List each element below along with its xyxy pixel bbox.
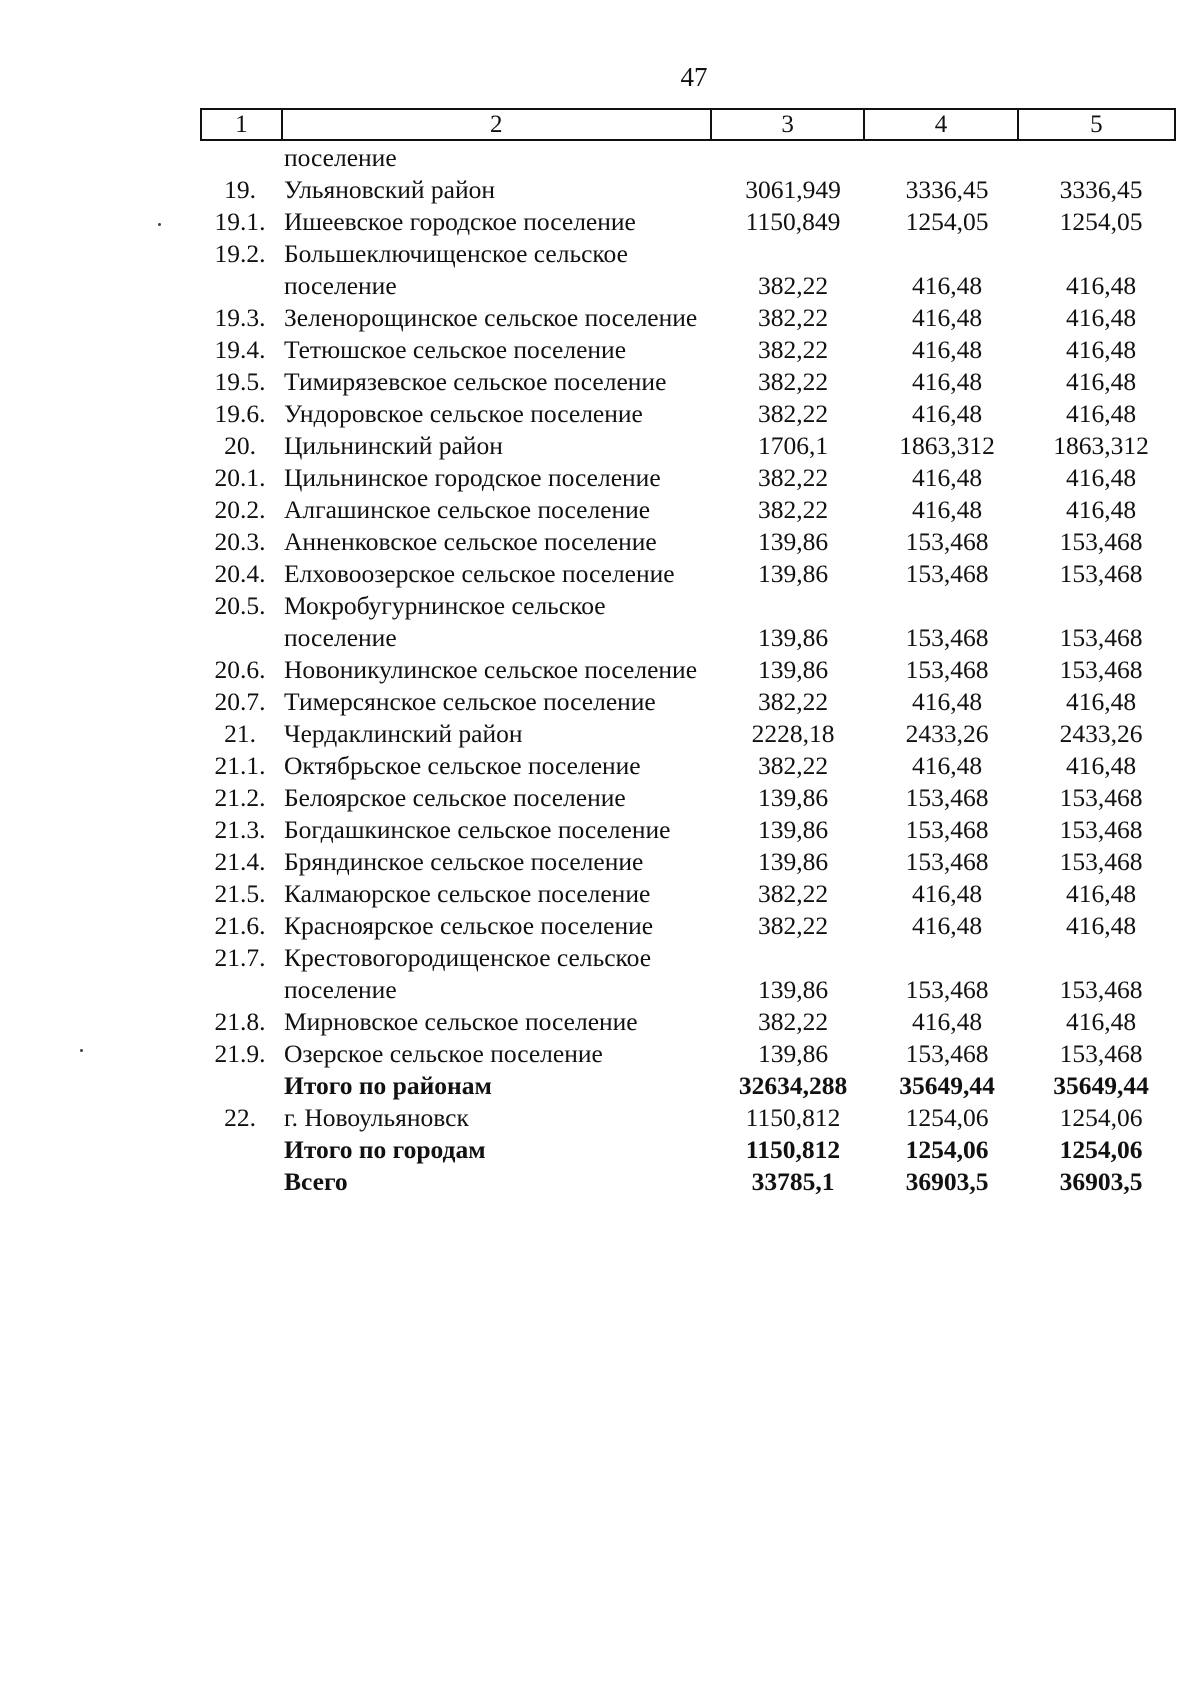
- table-row: [200, 750, 1180, 782]
- table-row: [200, 174, 1180, 206]
- row-number: 19.5.: [214, 367, 266, 396]
- value-col-5: 416,48: [1065, 751, 1137, 780]
- value-col-4: 153,468: [905, 847, 989, 876]
- table-row: [200, 910, 1180, 942]
- value-col-3: 382,22: [757, 335, 829, 364]
- table-row: [200, 334, 1180, 366]
- value-col-3: 382,22: [757, 303, 829, 332]
- value-col-5: 153,468: [1059, 847, 1143, 876]
- row-name: Тетюшское сельское поселение: [284, 335, 627, 364]
- value-col-4: 416,48: [911, 399, 983, 428]
- value-col-3: 1150,849: [745, 207, 841, 236]
- value-col-4: 416,48: [911, 1007, 983, 1036]
- value-col-3: 382,22: [757, 911, 829, 940]
- scan-speck: [80, 1049, 83, 1052]
- value-col-5: 1254,06: [1059, 1103, 1143, 1132]
- value-col-4: 416,48: [911, 303, 983, 332]
- row-number: 19.2.: [214, 239, 266, 268]
- value-col-3: 382,22: [757, 751, 829, 780]
- value-col-5: 2433,26: [1059, 719, 1143, 748]
- row-number: 20.: [224, 431, 256, 460]
- row-name: Ишеевское городское поселение: [284, 207, 636, 236]
- value-col-3: 32634,288: [738, 1071, 848, 1100]
- value-col-4: 416,48: [911, 271, 983, 300]
- value-col-3: 382,22: [757, 271, 829, 300]
- row-name: Большеключищенское сельское поселение: [284, 239, 628, 300]
- value-col-4: 416,48: [911, 495, 983, 524]
- row-number: 21.9.: [214, 1039, 266, 1068]
- row-name: Красноярское сельское поселение: [284, 911, 654, 940]
- row-number: 20.4.: [214, 559, 266, 588]
- value-col-4: 1863,312: [899, 431, 995, 460]
- header-col-3: 3: [712, 110, 865, 139]
- table-row: [200, 814, 1180, 846]
- table-row: [200, 1134, 1180, 1166]
- row-number: 20.2.: [214, 495, 266, 524]
- table-row: [200, 654, 1180, 686]
- table-row: [200, 782, 1180, 814]
- value-col-4: 416,48: [911, 751, 983, 780]
- row-name: Богдашкинское сельское поселение: [284, 815, 671, 844]
- table-row: [200, 558, 1180, 590]
- table-row: [200, 846, 1180, 878]
- row-name: поселение: [284, 143, 397, 172]
- row-name: Ундоровское сельское поселение: [284, 399, 643, 428]
- table-row: [200, 366, 1180, 398]
- value-col-4: 416,48: [911, 367, 983, 396]
- value-col-3: 382,22: [757, 495, 829, 524]
- row-name: Крестовогородищенское сельское поселение: [284, 943, 652, 1004]
- row-number: 21.7.: [214, 943, 266, 972]
- value-col-3: 2228,18: [751, 719, 835, 748]
- value-col-5: 153,468: [1059, 559, 1143, 588]
- table-row: [200, 1070, 1180, 1102]
- value-col-3: 139,86: [757, 847, 829, 876]
- value-col-5: 416,48: [1065, 367, 1137, 396]
- value-col-3: 33785,1: [751, 1167, 835, 1196]
- value-col-3: 382,22: [757, 1007, 829, 1036]
- value-col-4: 35649,44: [899, 1071, 995, 1100]
- table-row: [200, 238, 1180, 302]
- table-row: [200, 878, 1180, 910]
- table-row: [200, 494, 1180, 526]
- row-name: Чердаклинский район: [284, 719, 523, 748]
- value-col-5: 153,468: [1059, 975, 1143, 1004]
- header-col-1: 1: [202, 110, 283, 139]
- value-col-5: 416,48: [1065, 879, 1137, 908]
- row-number: 21.5.: [214, 879, 266, 908]
- value-col-3: 139,86: [757, 815, 829, 844]
- row-number: 22.: [224, 1103, 256, 1132]
- value-col-5: 416,48: [1065, 911, 1137, 940]
- value-col-5: 1254,06: [1059, 1135, 1143, 1164]
- row-name: Белоярское сельское поселение: [284, 783, 626, 812]
- table-row: [200, 686, 1180, 718]
- table-row: [200, 462, 1180, 494]
- row-name: Озерское сельское поселение: [284, 1039, 603, 1068]
- row-name: Ульяновский район: [284, 175, 496, 204]
- page-number: 47: [680, 62, 708, 92]
- row-name: Тимирязевское сельское поселение: [284, 367, 667, 396]
- row-name: Цильнинское городское поселение: [284, 463, 661, 492]
- value-col-4: 416,48: [911, 911, 983, 940]
- row-number: 19.6.: [214, 399, 266, 428]
- row-name: Цильнинский район: [284, 431, 503, 460]
- row-number: 20.5.: [214, 591, 266, 620]
- value-col-4: 36903,5: [905, 1167, 989, 1196]
- row-name: Алгашинское сельское поселение: [284, 495, 651, 524]
- value-col-3: 382,22: [757, 399, 829, 428]
- value-col-3: 139,86: [757, 559, 829, 588]
- row-name: Елховоозерское сельское поселение: [284, 559, 675, 588]
- value-col-5: 1863,312: [1053, 431, 1149, 460]
- value-col-5: 416,48: [1065, 687, 1137, 716]
- row-number: 19.3.: [214, 303, 266, 332]
- table-row: [200, 398, 1180, 430]
- row-number: 20.1.: [214, 463, 266, 492]
- row-number: 20.7.: [214, 687, 266, 716]
- table-row: [200, 1166, 1180, 1198]
- value-col-3: 139,86: [757, 783, 829, 812]
- row-number: 19.4.: [214, 335, 266, 364]
- value-col-4: 153,468: [905, 527, 989, 556]
- value-col-3: 382,22: [757, 879, 829, 908]
- value-col-5: 35649,44: [1053, 1071, 1149, 1100]
- table-header: [200, 108, 1176, 141]
- table-row: [200, 206, 1180, 238]
- value-col-3: 382,22: [757, 687, 829, 716]
- row-name: Итого по городам: [284, 1135, 486, 1164]
- value-col-4: 3336,45: [905, 175, 989, 204]
- table-row: [200, 526, 1180, 558]
- value-col-5: 416,48: [1065, 495, 1137, 524]
- value-col-4: 153,468: [905, 975, 989, 1004]
- row-name: Мокробугурнинское сельское поселение: [284, 591, 606, 652]
- value-col-4: 1254,06: [905, 1135, 989, 1164]
- value-col-5: 416,48: [1065, 271, 1137, 300]
- value-col-5: 416,48: [1065, 1007, 1137, 1036]
- scan-speck: [158, 223, 161, 226]
- value-col-4: 1254,05: [905, 207, 989, 236]
- value-col-5: 3336,45: [1059, 175, 1143, 204]
- value-col-3: 139,86: [757, 1039, 829, 1068]
- row-number: 21.8.: [214, 1007, 266, 1036]
- row-number: 20.3.: [214, 527, 266, 556]
- value-col-4: 2433,26: [905, 719, 989, 748]
- value-col-3: 139,86: [757, 623, 829, 652]
- row-name: Зеленорощинское сельское поселение: [284, 303, 698, 332]
- value-col-5: 153,468: [1059, 527, 1143, 556]
- value-col-3: 1706,1: [757, 431, 829, 460]
- value-col-5: 1254,05: [1059, 207, 1143, 236]
- table-row: [200, 1102, 1180, 1134]
- value-col-5: 153,468: [1059, 623, 1143, 652]
- row-number: 21.1.: [214, 751, 266, 780]
- value-col-4: 153,468: [905, 783, 989, 812]
- value-col-4: 153,468: [905, 559, 989, 588]
- value-col-4: 416,48: [911, 879, 983, 908]
- value-col-5: 153,468: [1059, 815, 1143, 844]
- header-col-4: 4: [865, 110, 1018, 139]
- row-name: Мирновское сельское поселение: [284, 1007, 638, 1036]
- value-col-5: 416,48: [1065, 399, 1137, 428]
- row-name: Итого по районам: [284, 1071, 492, 1100]
- table-row: [200, 1038, 1180, 1070]
- table-row: [200, 302, 1180, 334]
- value-col-3: 3061,949: [745, 175, 841, 204]
- row-name: Анненковское сельское поселение: [284, 527, 657, 556]
- value-col-4: 416,48: [911, 463, 983, 492]
- value-col-4: 416,48: [911, 687, 983, 716]
- value-col-3: 139,86: [757, 655, 829, 684]
- value-col-5: 153,468: [1059, 1039, 1143, 1068]
- value-col-5: 153,468: [1059, 655, 1143, 684]
- value-col-3: 139,86: [757, 527, 829, 556]
- row-number: 21.4.: [214, 847, 266, 876]
- value-col-4: 153,468: [905, 623, 989, 652]
- value-col-4: 153,468: [905, 1039, 989, 1068]
- value-col-3: 382,22: [757, 367, 829, 396]
- row-number: 21.2.: [214, 783, 266, 812]
- value-col-5: 416,48: [1065, 303, 1137, 332]
- value-col-3: 382,22: [757, 463, 829, 492]
- header-col-2: 2: [283, 110, 712, 139]
- row-number: 20.6.: [214, 655, 266, 684]
- row-name: Всего: [284, 1167, 348, 1196]
- row-name: Новоникулинское сельское поселение: [284, 655, 698, 684]
- row-name: Тимерсянское сельское поселение: [284, 687, 656, 716]
- row-number: 21.: [224, 719, 256, 748]
- value-col-5: 416,48: [1065, 463, 1137, 492]
- table-row: [200, 942, 1180, 1006]
- row-name: Бряндинское сельское поселение: [284, 847, 644, 876]
- row-name: Октябрьское сельское поселение: [284, 751, 641, 780]
- value-col-3: 1150,812: [745, 1135, 841, 1164]
- table-body: [200, 142, 1180, 1198]
- table-row: [200, 430, 1180, 462]
- row-number: 21.6.: [214, 911, 266, 940]
- row-name: г. Новоульяновск: [284, 1103, 469, 1132]
- value-col-3: 139,86: [757, 975, 829, 1004]
- value-col-4: 153,468: [905, 655, 989, 684]
- value-col-5: 416,48: [1065, 335, 1137, 364]
- value-col-3: 1150,812: [745, 1103, 841, 1132]
- table-row: [200, 718, 1180, 750]
- value-col-4: 416,48: [911, 335, 983, 364]
- row-name: Калмаюрское сельское поселение: [284, 879, 651, 908]
- value-col-5: 36903,5: [1059, 1167, 1143, 1196]
- table-row: [200, 590, 1180, 654]
- row-number: 19.: [224, 175, 256, 204]
- value-col-5: 153,468: [1059, 783, 1143, 812]
- row-number: 21.3.: [214, 815, 266, 844]
- value-col-4: 1254,06: [905, 1103, 989, 1132]
- header-col-5: 5: [1090, 111, 1103, 138]
- table-row: [200, 1006, 1180, 1038]
- value-col-4: 153,468: [905, 815, 989, 844]
- table-row: [200, 142, 1180, 174]
- row-number: 19.1.: [214, 207, 266, 236]
